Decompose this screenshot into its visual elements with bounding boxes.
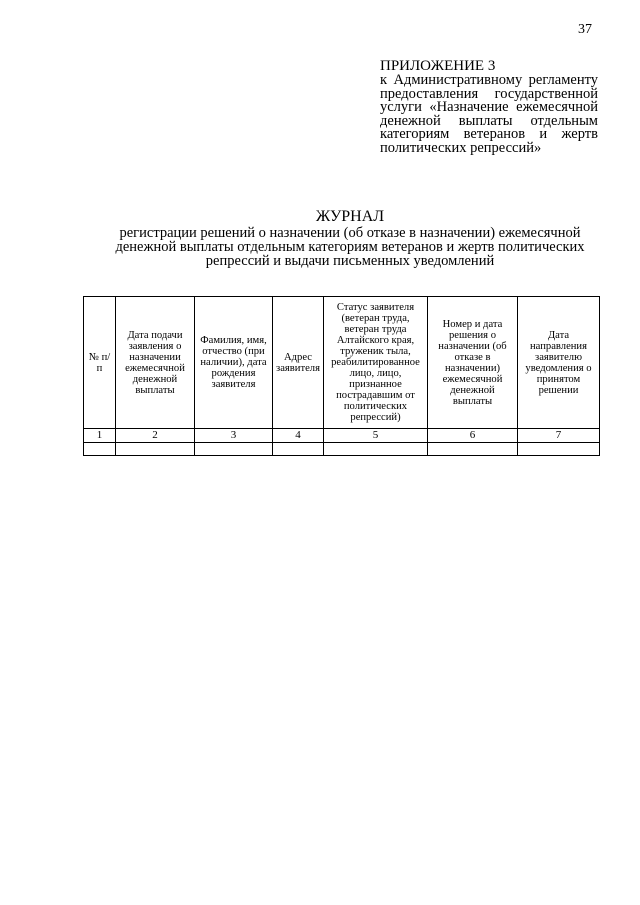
- column-header: Адрес заявителя: [273, 297, 324, 429]
- table-cell: [273, 443, 324, 456]
- journal-subtitle: регистрации решений о назначении (об отказе в назначении) ежемесячной денежной выплаты отдельным категориям ветеранов и жертв политических репрессий и выдачи письменных уведомлений: [115, 225, 585, 269]
- column-number-row: [84, 429, 600, 443]
- column-number: 1: [84, 429, 116, 443]
- appendix-header: [380, 58, 598, 155]
- appendix-body: к Административному регламенту предоставления государственной услуги «Назначение ежемесячной денежной выплаты отдельным категориям ветеранов и жертв политических репрессий»: [380, 72, 598, 156]
- column-number: 4: [273, 429, 324, 443]
- column-header: Дата направления заявителю уведомления о принятом решении: [518, 297, 600, 429]
- column-number: 2: [116, 429, 195, 443]
- column-number: 6: [428, 429, 518, 443]
- register-table: [83, 296, 600, 456]
- appendix-title: ПРИЛОЖЕНИЕ 3: [380, 58, 496, 74]
- table-header-row: [84, 297, 600, 429]
- table-cell: [116, 443, 195, 456]
- table-cell: [324, 443, 428, 456]
- journal-heading: [100, 208, 600, 268]
- journal-title: ЖУРНАЛ: [315, 208, 385, 225]
- column-header: Дата подачи заявления о назначении ежемесячной денежной выплаты: [116, 297, 195, 429]
- column-number: 5: [324, 429, 428, 443]
- column-header: Фамилия, имя, отчество (при наличии), дата рождения заявителя: [195, 297, 273, 429]
- column-header: Статус заявителя (ветеран труда, ветеран труда Алтайского края, труженик тыла, реабилитированное лицо, лицо, признанное пострадавшим от политических репрессий): [324, 297, 428, 429]
- column-header: № п/п: [84, 297, 116, 429]
- table-cell: [195, 443, 273, 456]
- table-cell: [428, 443, 518, 456]
- column-number: 3: [195, 429, 273, 443]
- empty-table-row: [84, 443, 600, 456]
- page-number: 37: [578, 22, 592, 37]
- column-header: Номер и дата решения о назначении (об отказе в назначении) ежемесячной денежной выплаты: [428, 297, 518, 429]
- table-cell: [84, 443, 116, 456]
- column-number: 7: [518, 429, 600, 443]
- table-cell: [518, 443, 600, 456]
